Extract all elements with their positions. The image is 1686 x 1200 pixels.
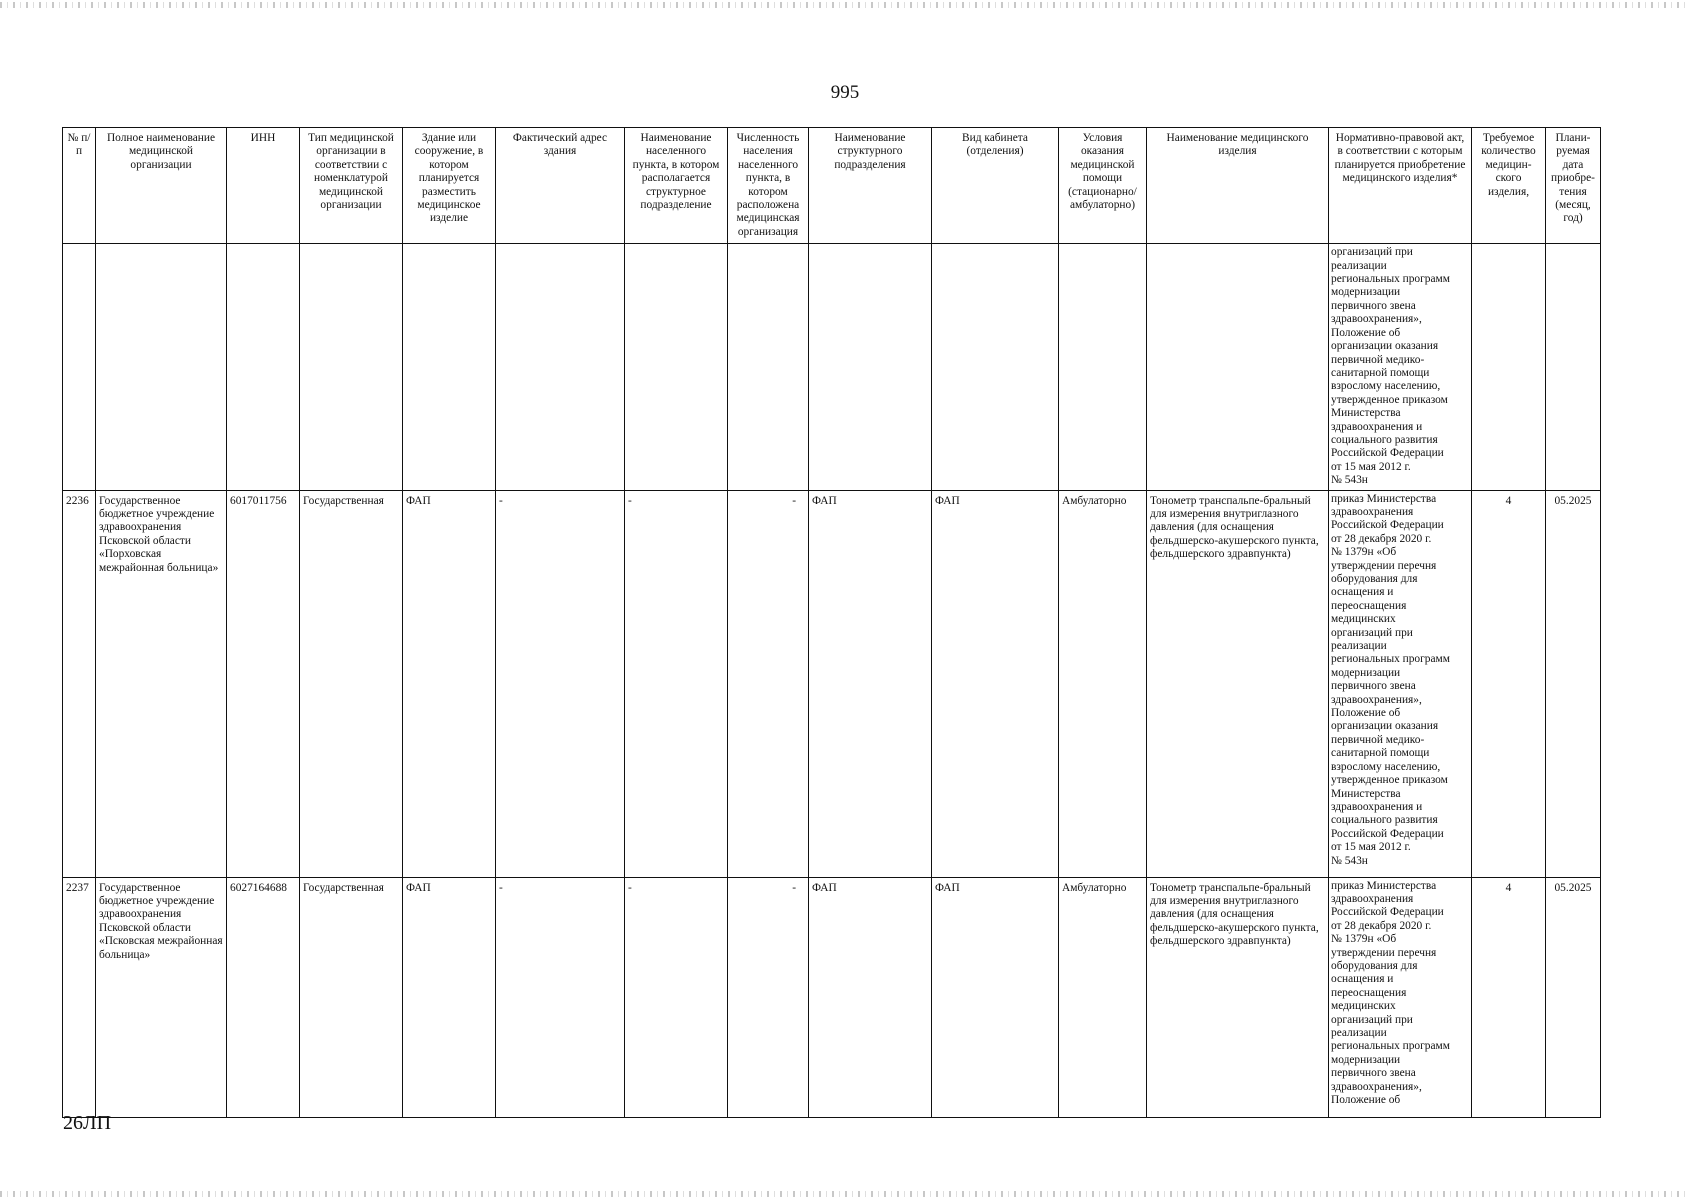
continuation-legal-act: организаций при реализации региональных программ модернизации первичного звена здравоохранения», Положение об организации оказания первичной медико- санитарной помощи взрослому населению, утвержденное приказом Министерства здравоохранения и социального развития Российской Федерации от 15 мая 2012 г. № 543н [1329,244,1472,490]
row-population: - [728,877,809,1117]
row-org-type: Государственная [300,877,403,1117]
row-unit: ФАП [809,877,932,1117]
header-quantity: Требуемое количество медицин-ского изделия, [1472,128,1546,244]
row-legal-act: приказ Министерства здравоохранения Российской Федерации от 28 декабря 2020 г. № 1379н «Об утверждении перечня оборудования для оснащения и переоснащения медицинских организаций при реализации региональных программ модернизации первичного звена здравоохранения», Положение об [1329,877,1472,1117]
header-org-name: Полное наименование медицинской организации [96,128,227,244]
header-population: Численность населения населенного пункта, в котором расположена медицинская организация [728,128,809,244]
page-number: 995 [830,82,860,103]
row-inn: 6027164688 [227,877,300,1117]
row-conditions: Амбулаторно [1059,490,1147,877]
scan-edge-top [0,2,1686,8]
row-unit: ФАП [809,490,932,877]
row-quantity: 4 [1472,877,1546,1117]
header-date: Плани-руемая дата приобре-тения (месяц, год) [1546,128,1601,244]
table-row [63,877,1601,1117]
header-conditions: Условия оказания медицинской помощи (стационарно/ амбулаторно) [1059,128,1147,244]
document-code: 26ЛП [63,1112,112,1134]
header-org-type: Тип медицинской организации в соответствии с номенклатурой медицинской организации [300,128,403,244]
equipment-table [62,127,1601,1118]
table-row-continuation [63,244,1601,490]
row-org-name: Государственное бюджетное учреждение здравоохранения Псковской области «Порховская межрайонная больница» [96,490,227,877]
row-locality: - [625,877,728,1117]
header-building: Здание или сооружение, в котором планируется разместить медицинское изделие [403,128,496,244]
row-conditions: Амбулаторно [1059,877,1147,1117]
row-address: - [496,490,625,877]
row-date: 05.2025 [1546,490,1601,877]
row-device: Тонометр транспальпе-бральный для измерения внутриглазного давления (для оснащения фельдшерско-акушерского пункта, фельдшерского здравпункта) [1147,490,1329,877]
row-cabinet: ФАП [932,877,1059,1117]
row-locality: - [625,490,728,877]
row-quantity: 4 [1472,490,1546,877]
row-device: Тонометр транспальпе-бральный для измерения внутриглазного давления (для оснащения фельдшерско-акушерского пункта, фельдшерского здравпункта) [1147,877,1329,1117]
row-building: ФАП [403,877,496,1117]
row-org-type: Государственная [300,490,403,877]
row-inn: 6017011756 [227,490,300,877]
row-num: 2237 [63,877,96,1117]
row-building: ФАП [403,490,496,877]
header-inn: ИНН [227,128,300,244]
table-row [63,490,1601,877]
row-num: 2236 [63,490,96,877]
row-date: 05.2025 [1546,877,1601,1117]
header-locality: Наименование населенного пункта, в котором располагается структурное подразделение [625,128,728,244]
header-legal-act: Нормативно-правовой акт, в соответствии с которым планируется приобретение медицинского изделия* [1329,128,1472,244]
row-population: - [728,490,809,877]
header-row [63,128,1601,244]
header-num: № п/п [63,128,96,244]
header-address: Фактический адрес здания [496,128,625,244]
row-address: - [496,877,625,1117]
header-unit: Наименование структурного подразделения [809,128,932,244]
header-device: Наименование медицинского изделия [1147,128,1329,244]
row-cabinet: ФАП [932,490,1059,877]
header-cabinet: Вид кабинета (отделения) [932,128,1059,244]
scan-edge-bottom [0,1191,1686,1197]
row-legal-act: приказ Министерства здравоохранения Российской Федерации от 28 декабря 2020 г. № 1379н «Об утверждении перечня оборудования для оснащения и переоснащения медицинских организаций при реализации региональных программ модернизации первичного звена здравоохранения», Положение об организации оказания первичной медико- санитарной помощи взрослому населению, утвержденное приказом Министерства здравоохранения и социального развития Российской Федерации от 15 мая 2012 г. № 543н [1329,490,1472,877]
row-org-name: Государственное бюджетное учреждение здравоохранения Псковской области «Псковская межрайонная больница» [96,877,227,1117]
